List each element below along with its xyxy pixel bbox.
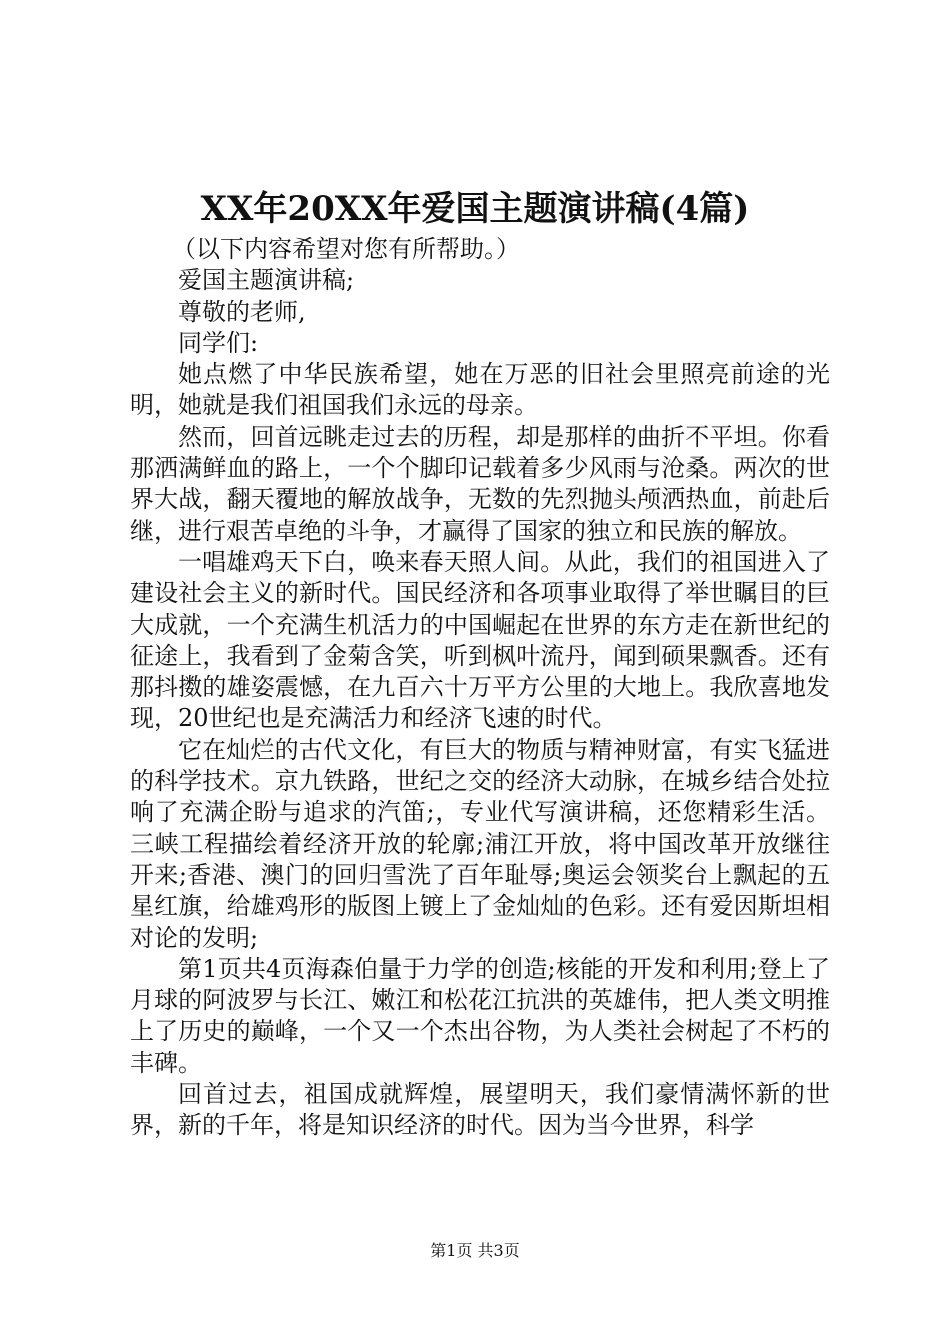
paragraph: 一唱雄鸡天下白，唤来春天照人间。从此，我们的祖国进入了建设社会主义的新时代。国民经济和各项事业取得了举世瞩目的巨大成就，一个充满生机活力的中国崛起在世界的东方走在新世纪的征途上，我看到了金菊含笑，听到枫叶流丹，闻到硕果飘香。还有那抖擞的雄姿震憾，在九百六十万平方公里的大地上。我欣喜地发现，20世纪也是充满活力和经济飞速的时代。 [130, 547, 830, 733]
paragraph-intro-note: （以下内容希望对您有所帮助。） [172, 235, 520, 263]
paragraph: 它在灿烂的古代文化，有巨大的物质与精神财富，有实飞猛进的科学技术。京九铁路，世纪之交的经济大动脉，在城乡结合处拉响了充满企盼与追求的汽笛;，专业代写演讲稿，还您精彩生活。三峡工程描绘着经济开放的轮廓;浦江开放，将中国改革开放继往开来;香港、澳门的回归雪洗了百年耻辱;奥运会领奖台上飘起的五星红旗，给雄鸡形的版图上镀上了金灿灿的色彩。还有爱因斯坦相对论的发明; [130, 735, 830, 952]
paragraph-salutation-teachers: 尊敬的老师, [178, 297, 306, 326]
paragraph: 回首过去，祖国成就辉煌，展望明天，我们豪情满怀新的世界，新的千年，将是知识经济的时代。因为当今世界，科学 [130, 1080, 830, 1140]
page-footer: 第1页 共3页 [430, 1241, 520, 1260]
paragraph-salutation-students: 同学们: [178, 328, 259, 357]
paragraph: 然而，回首远眺走过去的历程，却是那样的曲折不平坦。你看那洒满鲜血的路上，一个个脚印记载着多少风雨与沧桑。两次的世界大战，翻天覆地的解放战争，无数的先烈抛头颅洒热血，前赴后继，进行艰苦卓绝的斗争，才赢得了国家的独立和民族的解放。 [130, 422, 830, 545]
paragraph-speech-heading: 爱国主题演讲稿; [178, 266, 355, 295]
paragraph: 第1页共4页海森伯量于力学的创造;核能的开发和利用;登上了月球的阿波罗与长江、嫩江和松花江抗洪的英雄伟，把人类文明推上了历史的巅峰，一个又一个杰出谷物，为人类社会树起了不朽的丰碑。 [130, 954, 830, 1077]
paragraph: 她点燃了中华民族希望，她在万恶的旧社会里照亮前途的光明，她就是我们祖国我们永远的母亲。 [130, 360, 830, 420]
document-title: XX年20XX年爱国主题演讲稿(4篇) [200, 189, 750, 229]
document-body [130, 234, 830, 1142]
